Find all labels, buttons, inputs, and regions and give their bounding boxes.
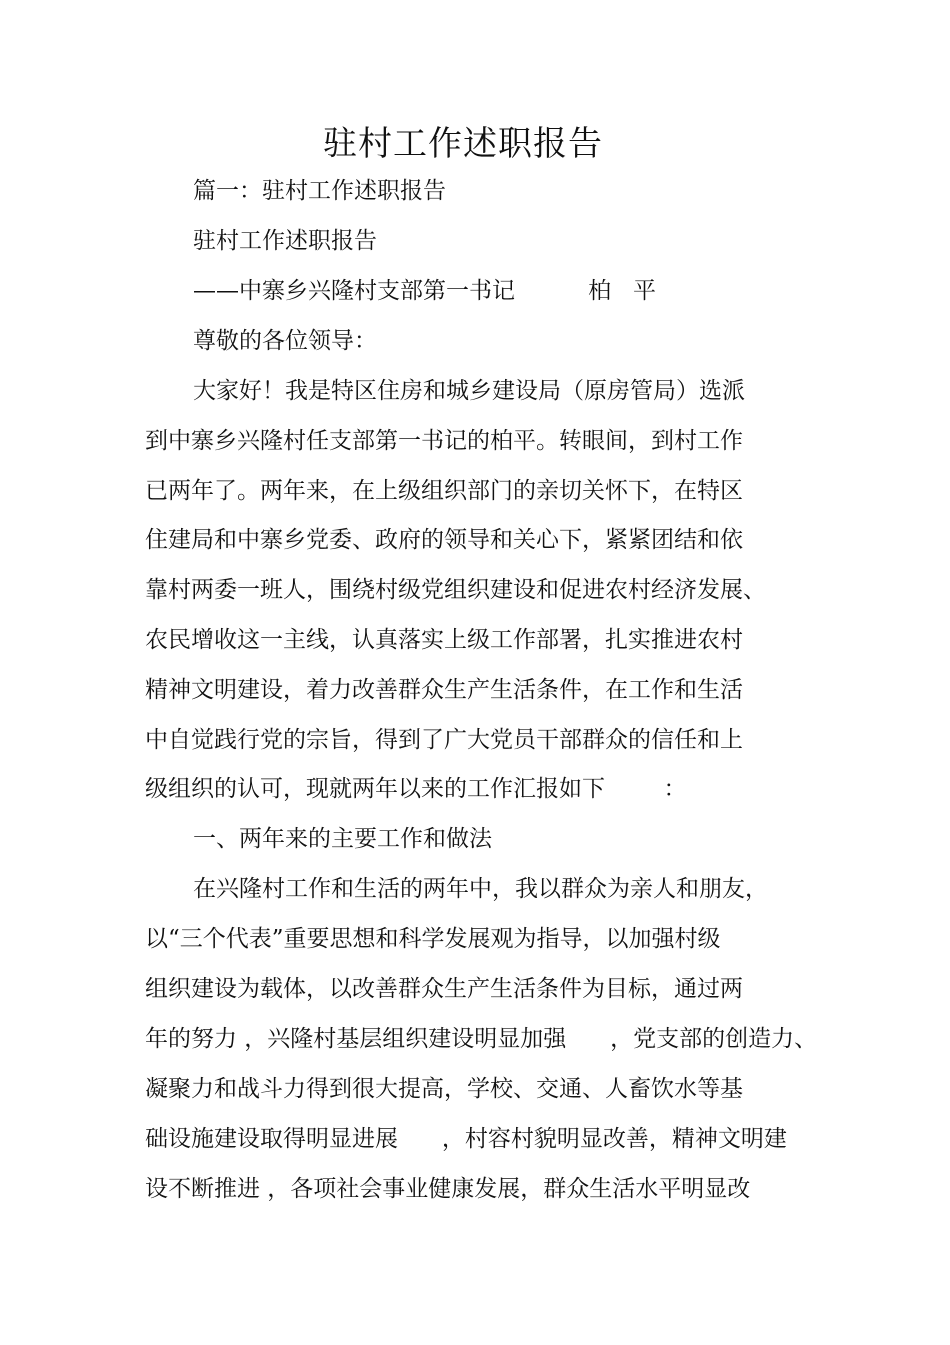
body-text-line: 大家好！我是特区住房和城乡建设局（原房管局）选派 [193, 378, 745, 404]
body-text-line: 凝聚力和战斗力得到很大提高，学校、交通、人畜饮水等基 [145, 1076, 743, 1102]
body-text-line: 级组织的认可，现就两年以来的工作汇报如下 ： [145, 776, 687, 802]
body-text-line: 年的努力 ，兴隆村基层组织建设明显加强 ，党支部的创造力、 [145, 1026, 818, 1052]
body-text-line: 在兴隆村工作和生活的两年中，我以群众为亲人和朋友， [193, 876, 768, 902]
body-text-line: 已两年了。两年来，在上级组织部门的亲切关怀下，在特区 [145, 478, 743, 504]
body-text-line: 中自觉践行党的宗旨，得到了广大党员干部群众的信任和上 [145, 727, 743, 753]
article-heading: 篇一：驻村工作述职报告 [193, 178, 446, 204]
body-text-line: 农民增收这一主线，认真落实上级工作部署，扎实推进农村 [145, 627, 743, 653]
report-title: 驻村工作述职报告 [193, 228, 377, 254]
body-text-line: 靠村两委一班人，围绕村级党组织建设和促进农村经济发展、 [145, 577, 766, 603]
body-text-line: 以“三个代表”重要思想和科学发展观为指导，以加强村级 [145, 926, 721, 952]
document-title: 驻村工作述职报告 [323, 124, 603, 164]
salutation: 尊敬的各位领导： [193, 328, 377, 354]
body-text-line: 到中寨乡兴隆村任支部第一书记的柏平。转眼间，到村工作 [145, 428, 743, 454]
body-text-line: 精神文明建设，着力改善群众生产生活条件，在工作和生活 [145, 677, 743, 703]
section-heading: 一、两年来的主要工作和做法 [193, 826, 492, 852]
author-line: ——中寨乡兴隆村支部第一书记 柏 平 [193, 278, 657, 304]
body-text-line: 住建局和中寨乡党委、政府的领导和关心下，紧紧团结和依 [145, 527, 743, 553]
body-text-line: 组织建设为载体，以改善群众生产生活条件为目标，通过两 [145, 976, 743, 1002]
body-text-line: 设不断推进 ，各项社会事业健康发展，群众生活水平明显改 [145, 1176, 751, 1202]
body-text-line: 础设施建设取得明显进展 ，村容村貌明显改善，精神文明建 [145, 1126, 787, 1152]
